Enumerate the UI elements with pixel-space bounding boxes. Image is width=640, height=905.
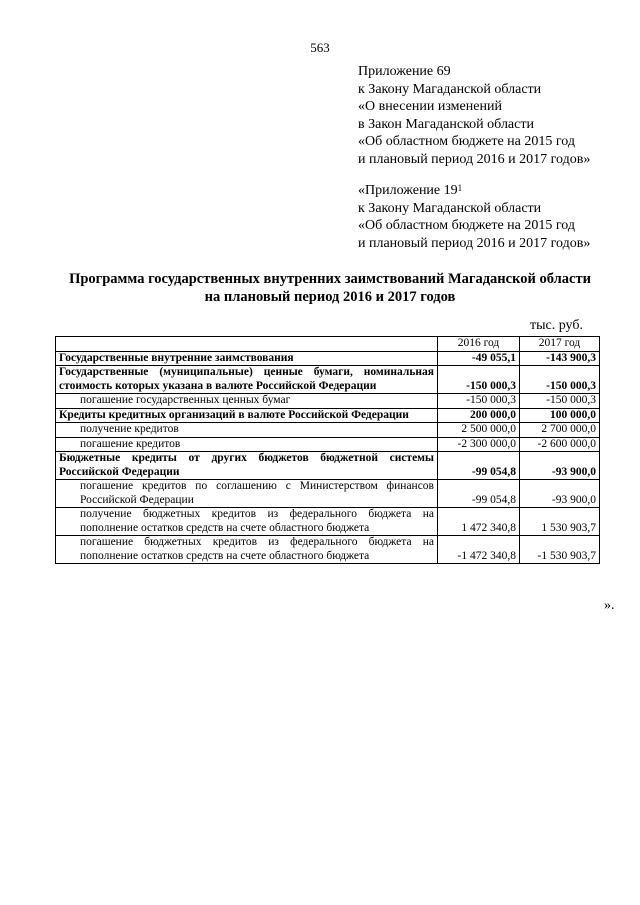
appendix-title-text: «Приложение 19 [358,183,458,198]
row-label: погашение кредитов по соглашению с Министерством финансов Российской Федерации [56,480,438,508]
row-label: Государственные внутренние заимствования [56,351,438,366]
value-2016: -150 000,3 [438,366,520,394]
row-label: погашение бюджетных кредитов из федерального бюджета на пополнение остатков средств на счете областного бюджета [56,536,438,564]
value-2017: -150 000,3 [520,366,600,394]
value-2016: -49 055,1 [438,351,520,366]
appendix-line [358,182,628,200]
header-cell-label [56,337,438,352]
units-label: тыс. руб. [530,318,583,333]
value-2017: -2 600 000,0 [520,437,600,452]
value-2017: 100 000,0 [520,408,600,423]
value-2016: 2 500 000,0 [438,423,520,438]
value-2016: -99 054,8 [438,480,520,508]
appendix-header-2 [358,182,628,252]
value-2016: 1 472 340,8 [438,508,520,536]
appendix-line: «Об областном бюджете на 2015 год [358,134,575,149]
table-row [56,366,600,394]
value-2016: -150 000,3 [438,394,520,409]
appendix-superscript: 1 [457,183,463,193]
table-row [56,408,600,423]
closing-quote: ». [604,598,615,613]
value-2017: 2 700 000,0 [520,423,600,438]
appendix-header-1 [358,63,628,168]
appendix-line: к Закону Магаданской области [358,200,542,216]
title-line-1: Программа государственных внутренних заимствований Магаданской области [69,271,591,287]
value-2016: -2 300 000,0 [438,437,520,452]
table-row [56,351,600,366]
table-row [56,508,600,536]
row-label: получение кредитов [56,423,438,438]
value-2017: 1 530 903,7 [520,508,600,536]
value-2017: -93 900,0 [520,480,600,508]
appendix-line: к Закону Магаданской области [358,81,542,97]
table-row [56,452,600,480]
appendix-line: в Закон Магаданской области [358,116,534,132]
value-2017: -150 000,3 [520,394,600,409]
row-label: Государственные (муниципальные) ценные бумаги, номинальная стоимость которых указана в валюте Российской Федерации [56,366,438,394]
row-label: погашение кредитов [56,437,438,452]
value-2016: -99 054,8 [438,452,520,480]
table-row [56,394,600,409]
value-2017: -143 900,3 [520,351,600,366]
value-2016: 200 000,0 [438,408,520,423]
row-label: получение бюджетных кредитов из федерального бюджета на пополнение остатков средств на счете областного бюджета [56,508,438,536]
appendix-line: Приложение 69 [358,64,451,79]
value-2017: -1 530 903,7 [520,536,600,564]
document-title [40,270,620,306]
row-label: Кредиты кредитных организаций в валюте Российской Федерации [56,408,438,423]
appendix-line: и плановый период 2016 и 2017 годов» [358,235,591,251]
header-cell-2017: 2017 год [520,337,600,352]
table-row [56,437,600,452]
row-label: погашение государственных ценных бумаг [56,394,438,409]
borrowing-table [55,336,600,564]
appendix-line: и плановый период 2016 и 2017 годов» [358,151,591,167]
table-row [56,480,600,508]
value-2017: -93 900,0 [520,452,600,480]
value-2016: -1 472 340,8 [438,536,520,564]
row-label: Бюджетные кредиты от других бюджетов бюджетной системы Российской Федерации [56,452,438,480]
table-header-row [56,337,600,352]
page-number: 563 [310,40,330,55]
appendix-line: «Об областном бюджете на 2015 год [358,218,575,233]
appendix-line: «О внесении изменений [358,99,502,114]
table-row [56,423,600,438]
table-row [56,536,600,564]
header-cell-2016: 2016 год [438,337,520,352]
title-line-2: на плановый период 2016 и 2017 годов [204,289,456,305]
